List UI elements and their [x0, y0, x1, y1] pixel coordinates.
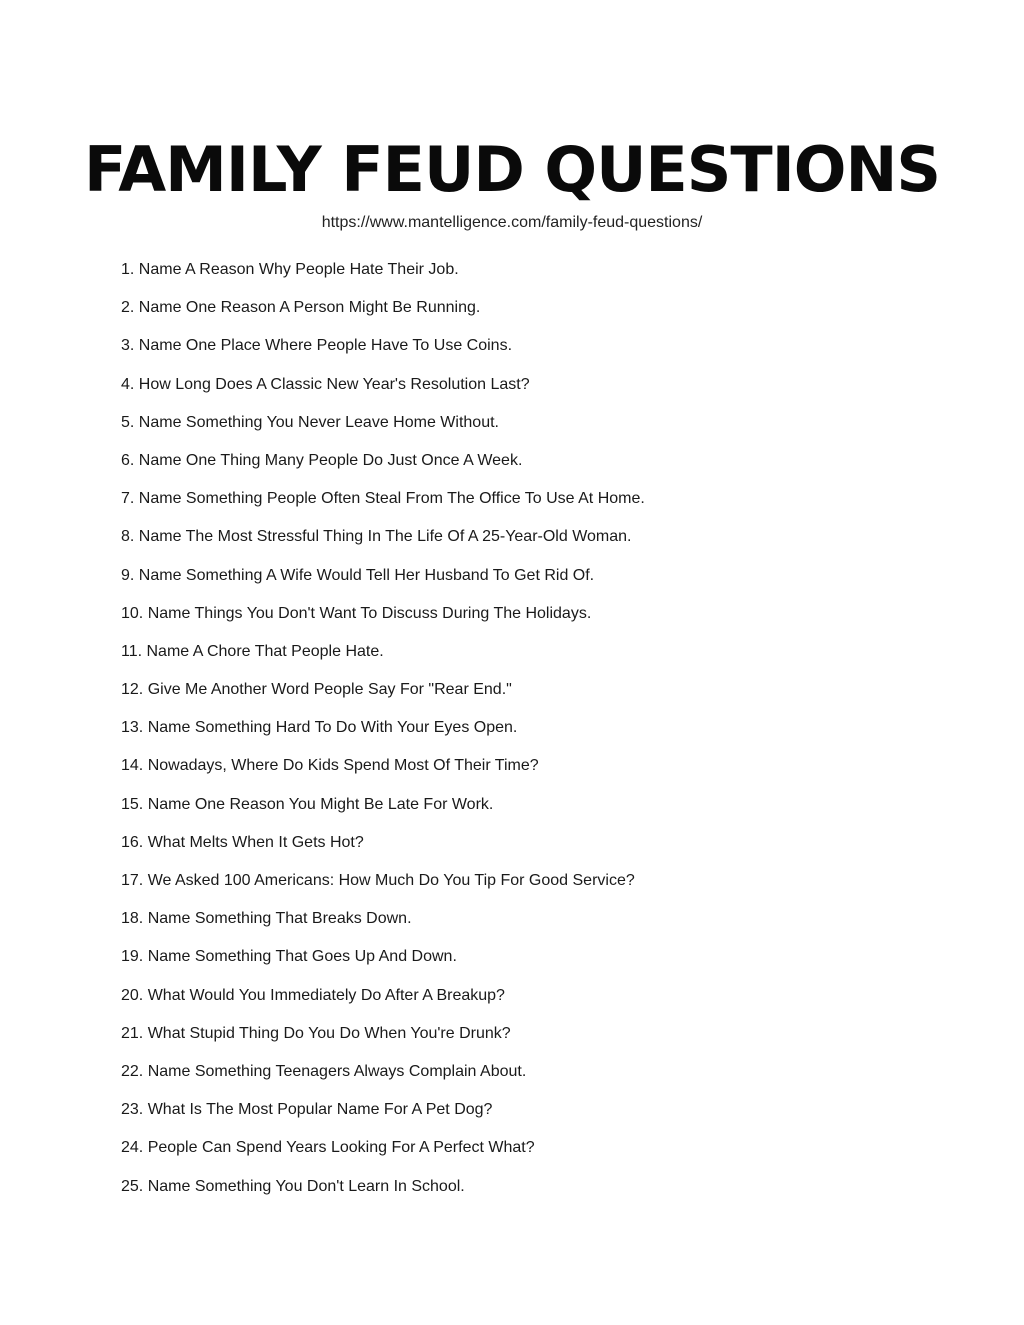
question-item: 25. Name Something You Don't Learn In School.	[121, 1177, 465, 1195]
question-item: 17. We Asked 100 Americans: How Much Do You Tip For Good Service?	[121, 872, 635, 889]
question-item: 11. Name A Chore That People Hate.	[121, 642, 384, 660]
questions-list	[121, 259, 645, 1214]
question-item: 4. How Long Does A Classic New Year's Resolution Last?	[121, 375, 530, 393]
question-item: 14. Nowadays, Where Do Kids Spend Most Of Their Time?	[121, 757, 539, 775]
question-item: 3. Name One Place Where People Have To Use Coins.	[121, 337, 513, 355]
question-item: 19. Name Something That Goes Up And Down.	[121, 948, 457, 966]
question-item: 20. What Would You Immediately Do After A Breakup?	[121, 986, 505, 1004]
question-item: 13. Name Something Hard To Do With Your Eyes Open.	[121, 719, 518, 737]
question-item: 16. What Melts When It Gets Hot?	[121, 833, 364, 851]
question-item: 23. What Is The Most Popular Name For A Pet Dog?	[121, 1101, 493, 1119]
question-item: 22. Name Something Teenagers Always Complain About.	[121, 1062, 527, 1080]
page-title: FAMILY FEUD QUESTIONS	[83, 133, 941, 206]
question-item: 21. What Stupid Thing Do You Do When You're Drunk?	[121, 1024, 511, 1042]
question-item: 8. Name The Most Stressful Thing In The Life Of A 25-Year-Old Woman.	[121, 528, 632, 546]
source-url: https://www.mantelligence.com/family-feud-questions/	[321, 214, 703, 231]
question-item: 15. Name One Reason You Might Be Late For Work.	[121, 795, 494, 813]
question-item: 18. Name Something That Breaks Down.	[121, 910, 412, 928]
question-item: 12. Give Me Another Word People Say For "Rear End."	[121, 681, 512, 699]
question-item: 7. Name Something People Often Steal From The Office To Use At Home.	[121, 490, 645, 508]
question-item: 24. People Can Spend Years Looking For A Perfect What?	[121, 1139, 535, 1157]
question-item: 5. Name Something You Never Leave Home Without.	[121, 413, 499, 431]
question-item: 6. Name One Thing Many People Do Just Once A Week.	[121, 451, 523, 469]
question-item: 1. Name A Reason Why People Hate Their Job.	[121, 261, 459, 278]
question-item: 2. Name One Reason A Person Might Be Running.	[121, 299, 481, 317]
question-item: 9. Name Something A Wife Would Tell Her Husband To Get Rid Of.	[121, 566, 595, 584]
question-item: 10. Name Things You Don't Want To Discuss During The Holidays.	[121, 604, 592, 622]
